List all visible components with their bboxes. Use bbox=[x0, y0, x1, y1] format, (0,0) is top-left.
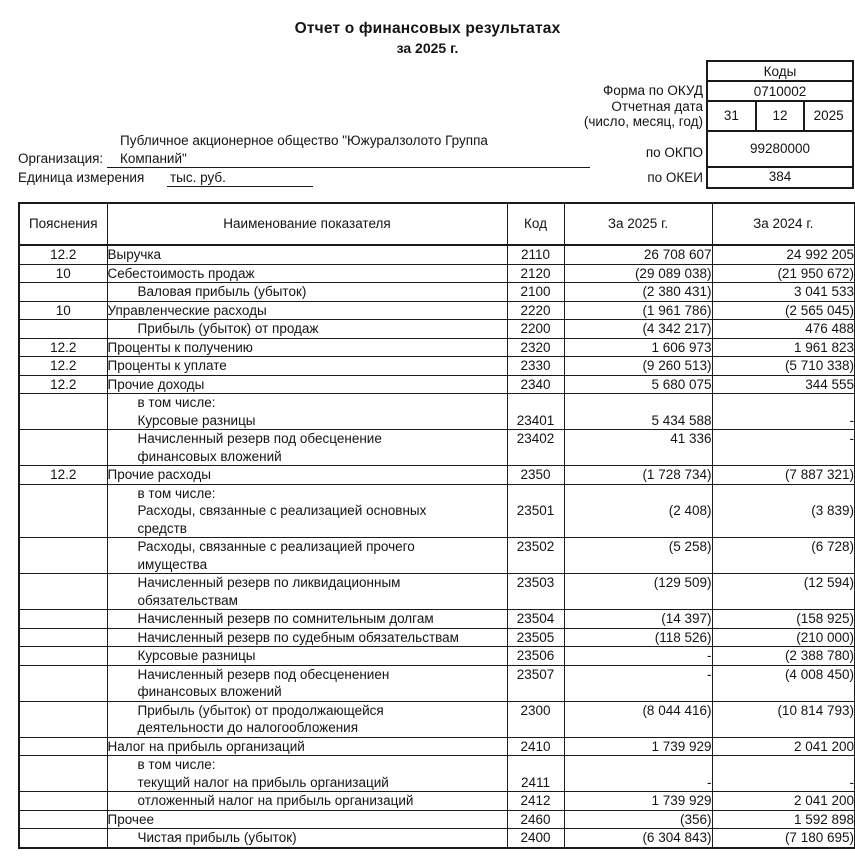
explanation-cell bbox=[19, 484, 107, 538]
date-month: 12 bbox=[757, 102, 806, 130]
code-cell bbox=[507, 338, 564, 357]
value-2025-cell bbox=[564, 665, 712, 701]
table-row bbox=[19, 394, 855, 430]
value-2025-cell bbox=[564, 756, 712, 792]
value-2025-cell bbox=[564, 301, 712, 320]
value-2024-cell bbox=[712, 264, 855, 283]
value-2025-cell bbox=[564, 737, 712, 756]
indicator-name-cell bbox=[107, 810, 507, 829]
indicator-name-cell bbox=[107, 792, 507, 811]
code-cell bbox=[507, 264, 564, 283]
indicator-name-line: Курсовые разницы bbox=[137, 412, 256, 428]
table-row bbox=[19, 737, 855, 756]
value-2024-cell bbox=[712, 357, 855, 376]
organization-underline bbox=[107, 167, 590, 168]
explanation-cell bbox=[19, 737, 107, 756]
indicator-name-cell bbox=[107, 756, 507, 792]
value-2024: - bbox=[849, 431, 854, 446]
indicator-name-line: отложенный налог на прибыль организаций bbox=[137, 793, 414, 808]
value-2024: (21 950 672) bbox=[777, 265, 854, 281]
unit-of-measure-label: Единица измерения bbox=[18, 170, 145, 185]
indicator-name-line: финансовых вложений bbox=[137, 448, 282, 464]
value-2025: (356) bbox=[679, 811, 712, 827]
indicator-name-cell bbox=[107, 375, 507, 394]
code-value: 23505 bbox=[516, 629, 555, 645]
indicator-name-cell bbox=[107, 301, 507, 320]
indicator-name-line: имущества bbox=[137, 556, 208, 572]
code-value: 23401 bbox=[516, 412, 555, 428]
unit-underline bbox=[167, 186, 313, 187]
code-value: 23502 bbox=[516, 539, 555, 554]
value-2024-cell bbox=[712, 538, 855, 574]
value-2024: - bbox=[849, 774, 854, 790]
value-2024: (2 388 780) bbox=[784, 648, 854, 663]
code-value: 2220 bbox=[520, 302, 551, 318]
explanation-cell bbox=[19, 430, 107, 466]
value-2024: (3 839) bbox=[811, 503, 854, 518]
indicator-name-line: Прибыль (убыток) от продаж bbox=[137, 321, 319, 336]
code-cell bbox=[507, 628, 564, 647]
indicator-name-cell bbox=[107, 357, 507, 376]
value-2025-cell bbox=[564, 430, 712, 466]
indicator-name-line: Налог на прибыль организаций bbox=[107, 738, 305, 754]
indicator-name-line: Себестоимость продаж bbox=[107, 265, 255, 281]
explanation-cell: 12.2 bbox=[19, 357, 107, 376]
indicator-name-cell bbox=[107, 466, 507, 485]
indicator-name-line: Начисленный резерв по ликвидационным bbox=[137, 575, 401, 590]
explanation-cell bbox=[19, 829, 107, 848]
date-day: 31 bbox=[708, 102, 757, 130]
value-2025: 26 708 607 bbox=[643, 247, 712, 262]
indicator-name-cell bbox=[107, 283, 507, 302]
value-2025-cell bbox=[564, 829, 712, 848]
page-subtitle: за 2025 г. bbox=[396, 40, 459, 56]
value-2024: (6 728) bbox=[811, 539, 854, 554]
indicator-name-line: Прибыль (убыток) от продолжающейся bbox=[137, 702, 384, 718]
indicator-name-line: Чистая прибыль (убыток) bbox=[137, 830, 297, 845]
value-2025-cell bbox=[564, 466, 712, 485]
including-label: в том числе: bbox=[137, 395, 216, 410]
table-row bbox=[19, 320, 855, 339]
value-2024: 2 041 200 bbox=[793, 738, 854, 754]
table-row bbox=[19, 574, 855, 610]
value-2024-cell bbox=[712, 701, 855, 737]
okud-value: 0710002 bbox=[708, 82, 852, 102]
value-2024-cell bbox=[712, 829, 855, 848]
table-row bbox=[19, 484, 855, 538]
value-2025: (118 526) bbox=[654, 629, 712, 645]
code-cell bbox=[507, 810, 564, 829]
value-2024-cell bbox=[712, 430, 855, 466]
value-2024-cell bbox=[712, 665, 855, 701]
code-cell bbox=[507, 320, 564, 339]
code-cell bbox=[507, 466, 564, 485]
table-row bbox=[19, 245, 855, 264]
value-2024-cell bbox=[712, 320, 855, 339]
value-2025: (4 342 217) bbox=[642, 321, 712, 336]
table-header-row bbox=[19, 203, 855, 245]
indicator-name-line: Начисленный резерв по судебным обязательствам bbox=[137, 629, 459, 645]
value-2024: 1 592 898 bbox=[793, 811, 854, 827]
table-row bbox=[19, 792, 855, 811]
indicator-name-cell bbox=[107, 394, 507, 430]
value-2024-cell bbox=[712, 628, 855, 647]
explanation-cell bbox=[19, 394, 107, 430]
explanation-cell bbox=[19, 610, 107, 629]
value-2025: (1 728 734) bbox=[642, 467, 712, 482]
code-value: 2320 bbox=[520, 339, 551, 355]
code-value: 2411 bbox=[520, 774, 551, 790]
explanation-cell: 12.2 bbox=[19, 375, 107, 394]
code-value: 23504 bbox=[516, 611, 555, 626]
indicator-name-cell bbox=[107, 338, 507, 357]
indicator-name-line: Прочие доходы bbox=[107, 376, 205, 392]
table-row bbox=[19, 647, 855, 666]
code-cell bbox=[507, 245, 564, 264]
header-year-2025: За 2025 г. bbox=[564, 203, 712, 245]
okpo-value: 99280000 bbox=[708, 132, 852, 168]
code-value: 2120 bbox=[520, 265, 551, 281]
indicator-name-line: Расходы, связанные с реализацией прочего bbox=[137, 539, 415, 554]
value-2025-cell bbox=[564, 283, 712, 302]
table-row bbox=[19, 301, 855, 320]
indicator-name-cell bbox=[107, 538, 507, 574]
indicator-name-cell bbox=[107, 264, 507, 283]
explanation-cell bbox=[19, 320, 107, 339]
value-2024: - bbox=[849, 412, 854, 428]
value-2024-cell bbox=[712, 301, 855, 320]
value-2025: (5 258) bbox=[668, 539, 712, 554]
value-2025-cell bbox=[564, 375, 712, 394]
explanation-cell bbox=[19, 574, 107, 610]
explanation-cell bbox=[19, 701, 107, 737]
header-year-2024: За 2024 г. bbox=[712, 203, 855, 245]
code-value: 23503 bbox=[516, 575, 555, 590]
indicator-name-line: Проценты к уплате bbox=[107, 358, 227, 373]
value-2025: (8 044 416) bbox=[642, 702, 712, 718]
table-row bbox=[19, 466, 855, 485]
explanation-cell: 12.2 bbox=[19, 245, 107, 264]
value-2024-cell bbox=[712, 810, 855, 829]
prefix-spacer bbox=[713, 485, 855, 503]
table-row bbox=[19, 283, 855, 302]
table-row bbox=[19, 375, 855, 394]
table-row bbox=[19, 829, 855, 848]
value-2025-cell bbox=[564, 610, 712, 629]
value-2025-cell bbox=[564, 320, 712, 339]
value-2025: (6 304 843) bbox=[642, 830, 712, 845]
value-2025-cell bbox=[564, 810, 712, 829]
indicator-name-cell bbox=[107, 610, 507, 629]
prefix-spacer bbox=[565, 394, 712, 412]
code-cell bbox=[507, 484, 564, 538]
okei-value: 384 bbox=[768, 169, 792, 184]
table-row bbox=[19, 264, 855, 283]
table-row bbox=[19, 610, 855, 629]
value-2025: 1 739 929 bbox=[651, 738, 712, 754]
indicator-name-line: Прочее bbox=[107, 811, 154, 827]
table-row bbox=[19, 430, 855, 466]
code-value: 23501 bbox=[516, 503, 555, 518]
value-2025-cell bbox=[564, 264, 712, 283]
code-value: 2460 bbox=[520, 811, 551, 827]
organization-name-line2: Компаний" bbox=[120, 151, 187, 166]
code-value: 2100 bbox=[520, 284, 551, 299]
value-2025-cell bbox=[564, 357, 712, 376]
table-row bbox=[19, 701, 855, 737]
value-2025: - bbox=[707, 648, 712, 663]
code-cell bbox=[507, 430, 564, 466]
value-2024-cell bbox=[712, 466, 855, 485]
value-2024: (12 594) bbox=[803, 575, 854, 590]
explanation-cell bbox=[19, 756, 107, 792]
indicator-name-line: Прочие расходы bbox=[107, 467, 211, 482]
prefix-spacer bbox=[508, 394, 564, 412]
code-value: 2110 bbox=[520, 247, 551, 262]
value-2024-cell bbox=[712, 737, 855, 756]
value-2024-cell bbox=[712, 338, 855, 357]
indicator-name-cell bbox=[107, 665, 507, 701]
value-2025-cell bbox=[564, 792, 712, 811]
indicator-name-cell bbox=[107, 484, 507, 538]
code-cell bbox=[507, 701, 564, 737]
indicator-name-cell bbox=[107, 628, 507, 647]
code-cell bbox=[507, 283, 564, 302]
value-2024-cell bbox=[712, 792, 855, 811]
value-2024: 24 992 205 bbox=[786, 247, 854, 262]
indicator-name-line: текущий налог на прибыль организаций bbox=[137, 774, 389, 790]
value-2024: (210 000) bbox=[796, 629, 854, 645]
indicator-name-line: Курсовые разницы bbox=[137, 648, 256, 663]
organization-label: Организация: bbox=[18, 151, 104, 166]
code-value: 2300 bbox=[520, 702, 551, 718]
prefix-spacer bbox=[713, 394, 855, 412]
value-2024-cell bbox=[712, 283, 855, 302]
value-2025-cell bbox=[564, 538, 712, 574]
code-value: 2330 bbox=[520, 358, 551, 373]
value-2025: (9 260 513) bbox=[642, 358, 712, 373]
indicator-name-cell bbox=[107, 245, 507, 264]
code-value: 2340 bbox=[520, 376, 551, 392]
explanation-cell: 12.2 bbox=[19, 338, 107, 357]
header-explanations: Пояснения bbox=[19, 203, 107, 245]
code-cell bbox=[507, 394, 564, 430]
report-date-label-line1: Отчетная дата bbox=[611, 99, 703, 114]
financial-results-table bbox=[18, 202, 855, 849]
table-row bbox=[19, 338, 855, 357]
organization-name-line1: Публичное акционерное общество "Южуралзолото Группа bbox=[120, 133, 488, 148]
value-2024: 3 041 533 bbox=[793, 284, 854, 299]
including-label: в том числе: bbox=[137, 485, 216, 501]
value-2025: (129 509) bbox=[653, 575, 712, 590]
code-cell bbox=[507, 829, 564, 848]
value-2024-cell bbox=[712, 484, 855, 538]
code-cell bbox=[507, 301, 564, 320]
value-2025: 5 680 075 bbox=[651, 376, 712, 392]
indicator-name-line: финансовых вложений bbox=[137, 684, 282, 699]
value-2024: (5 710 338) bbox=[784, 358, 854, 373]
value-2024: (7 180 695) bbox=[784, 830, 854, 845]
value-2025-cell bbox=[564, 338, 712, 357]
indicator-name-line: Начисленный резерв под обесценение bbox=[137, 431, 382, 446]
value-2025: (2 408) bbox=[668, 503, 712, 518]
code-value: 23507 bbox=[516, 666, 555, 682]
value-2024: (10 814 793) bbox=[777, 702, 854, 718]
value-2024-cell bbox=[712, 610, 855, 629]
value-2024: (158 925) bbox=[796, 611, 854, 626]
value-2024-cell bbox=[712, 245, 855, 264]
value-2024-cell bbox=[712, 756, 855, 792]
code-value: 2400 bbox=[520, 830, 551, 845]
including-label: в том числе: bbox=[137, 757, 216, 772]
date-year: 2025 bbox=[813, 108, 844, 123]
table-row bbox=[19, 810, 855, 829]
report-table-body bbox=[19, 245, 855, 848]
indicator-name-cell bbox=[107, 647, 507, 666]
value-2025: (29 089 038) bbox=[634, 265, 712, 281]
indicator-name-cell bbox=[107, 829, 507, 848]
value-2025: 41 336 bbox=[670, 431, 712, 446]
okpo-label: по ОКПО bbox=[645, 145, 703, 160]
explanation-cell bbox=[19, 647, 107, 666]
code-cell bbox=[507, 665, 564, 701]
value-2024: (7 887 321) bbox=[784, 467, 854, 482]
value-2024-cell bbox=[712, 394, 855, 430]
value-2025-cell bbox=[564, 574, 712, 610]
indicator-name-line: средств bbox=[137, 520, 187, 536]
value-2024-cell bbox=[712, 647, 855, 666]
value-2024: (4 008 450) bbox=[784, 666, 854, 682]
table-row bbox=[19, 665, 855, 701]
code-value: 2350 bbox=[520, 467, 551, 482]
indicator-name-line: обязательствам bbox=[137, 592, 238, 608]
indicator-name-cell bbox=[107, 737, 507, 756]
report-date-cells bbox=[708, 102, 852, 132]
value-2024: 2 041 200 bbox=[793, 793, 854, 808]
indicator-name-line: Выручка bbox=[107, 247, 162, 262]
explanation-cell bbox=[19, 665, 107, 701]
code-cell bbox=[507, 610, 564, 629]
value-2025: - bbox=[707, 774, 712, 790]
prefix-spacer bbox=[508, 756, 564, 774]
code-cell bbox=[507, 792, 564, 811]
explanation-cell bbox=[19, 628, 107, 647]
value-2025: 1 739 929 bbox=[651, 793, 712, 808]
indicator-name-cell bbox=[107, 320, 507, 339]
value-2024: 344 555 bbox=[805, 376, 854, 392]
indicator-name-line: деятельности до налогообложения bbox=[137, 720, 359, 735]
value-2025: - bbox=[707, 666, 712, 682]
value-2025: (1 961 786) bbox=[642, 302, 712, 318]
indicator-name-cell bbox=[107, 701, 507, 737]
table-row bbox=[19, 756, 855, 792]
explanation-cell bbox=[19, 538, 107, 574]
page-title: Отчет о финансовых результатах bbox=[294, 20, 561, 37]
value-2024: 476 488 bbox=[805, 321, 854, 336]
value-2025: 5 434 588 bbox=[651, 412, 712, 428]
header-indicator-name: Наименование показателя bbox=[107, 203, 507, 245]
code-value: 2410 bbox=[520, 738, 551, 754]
value-2024: 1 961 823 bbox=[793, 339, 854, 355]
codes-box bbox=[706, 60, 854, 189]
explanation-cell: 10 bbox=[19, 264, 107, 283]
code-cell bbox=[507, 756, 564, 792]
value-2025-cell bbox=[564, 628, 712, 647]
code-cell bbox=[507, 538, 564, 574]
unit-of-measure-value: тыс. руб. bbox=[170, 170, 226, 185]
indicator-name-line: Управленческие расходы bbox=[107, 302, 267, 318]
value-2025-cell bbox=[564, 647, 712, 666]
value-2025: (14 397) bbox=[661, 611, 712, 626]
table-row bbox=[19, 357, 855, 376]
value-2025-cell bbox=[564, 484, 712, 538]
code-cell bbox=[507, 357, 564, 376]
explanation-cell: 12.2 bbox=[19, 466, 107, 485]
code-cell bbox=[507, 737, 564, 756]
indicator-name-line: Проценты к получению bbox=[107, 339, 253, 355]
value-2025-cell bbox=[564, 245, 712, 264]
value-2025-cell bbox=[564, 394, 712, 430]
value-2025-cell bbox=[564, 701, 712, 737]
code-cell bbox=[507, 574, 564, 610]
code-cell bbox=[507, 647, 564, 666]
okei-label: по ОКЕИ bbox=[647, 170, 703, 185]
value-2025: 1 606 973 bbox=[651, 339, 712, 355]
code-value: 2200 bbox=[520, 321, 551, 336]
indicator-name-line: Начисленный резерв по сомнительным долгам bbox=[137, 611, 434, 626]
explanation-cell bbox=[19, 810, 107, 829]
code-cell bbox=[507, 375, 564, 394]
value-2025: (2 380 431) bbox=[642, 284, 712, 299]
prefix-spacer bbox=[565, 485, 712, 503]
indicator-name-cell bbox=[107, 430, 507, 466]
report-date-label-line2: (число, месяц, год) bbox=[583, 114, 703, 129]
code-value: 23402 bbox=[516, 431, 555, 446]
prefix-spacer bbox=[713, 756, 855, 774]
code-value: 2412 bbox=[520, 793, 551, 808]
header-code: Код bbox=[507, 203, 564, 245]
explanation-cell bbox=[19, 792, 107, 811]
indicator-name-line: Расходы, связанные с реализацией основных bbox=[137, 503, 427, 518]
table-row bbox=[19, 538, 855, 574]
code-value: 23506 bbox=[516, 648, 555, 663]
explanation-cell: 10 bbox=[19, 301, 107, 320]
explanation-cell bbox=[19, 283, 107, 302]
indicator-name-line: Валовая прибыль (убыток) bbox=[137, 284, 307, 299]
indicator-name-cell bbox=[107, 574, 507, 610]
okud-label: Форма по ОКУД bbox=[602, 83, 703, 98]
prefix-spacer bbox=[508, 485, 564, 503]
value-2024: (2 565 045) bbox=[784, 302, 854, 318]
codes-header: Коды bbox=[708, 62, 852, 82]
indicator-name-line: Начисленный резерв под обесценениен bbox=[137, 666, 390, 682]
table-row bbox=[19, 628, 855, 647]
value-2024-cell bbox=[712, 375, 855, 394]
prefix-spacer bbox=[565, 756, 712, 774]
value-2024-cell bbox=[712, 574, 855, 610]
